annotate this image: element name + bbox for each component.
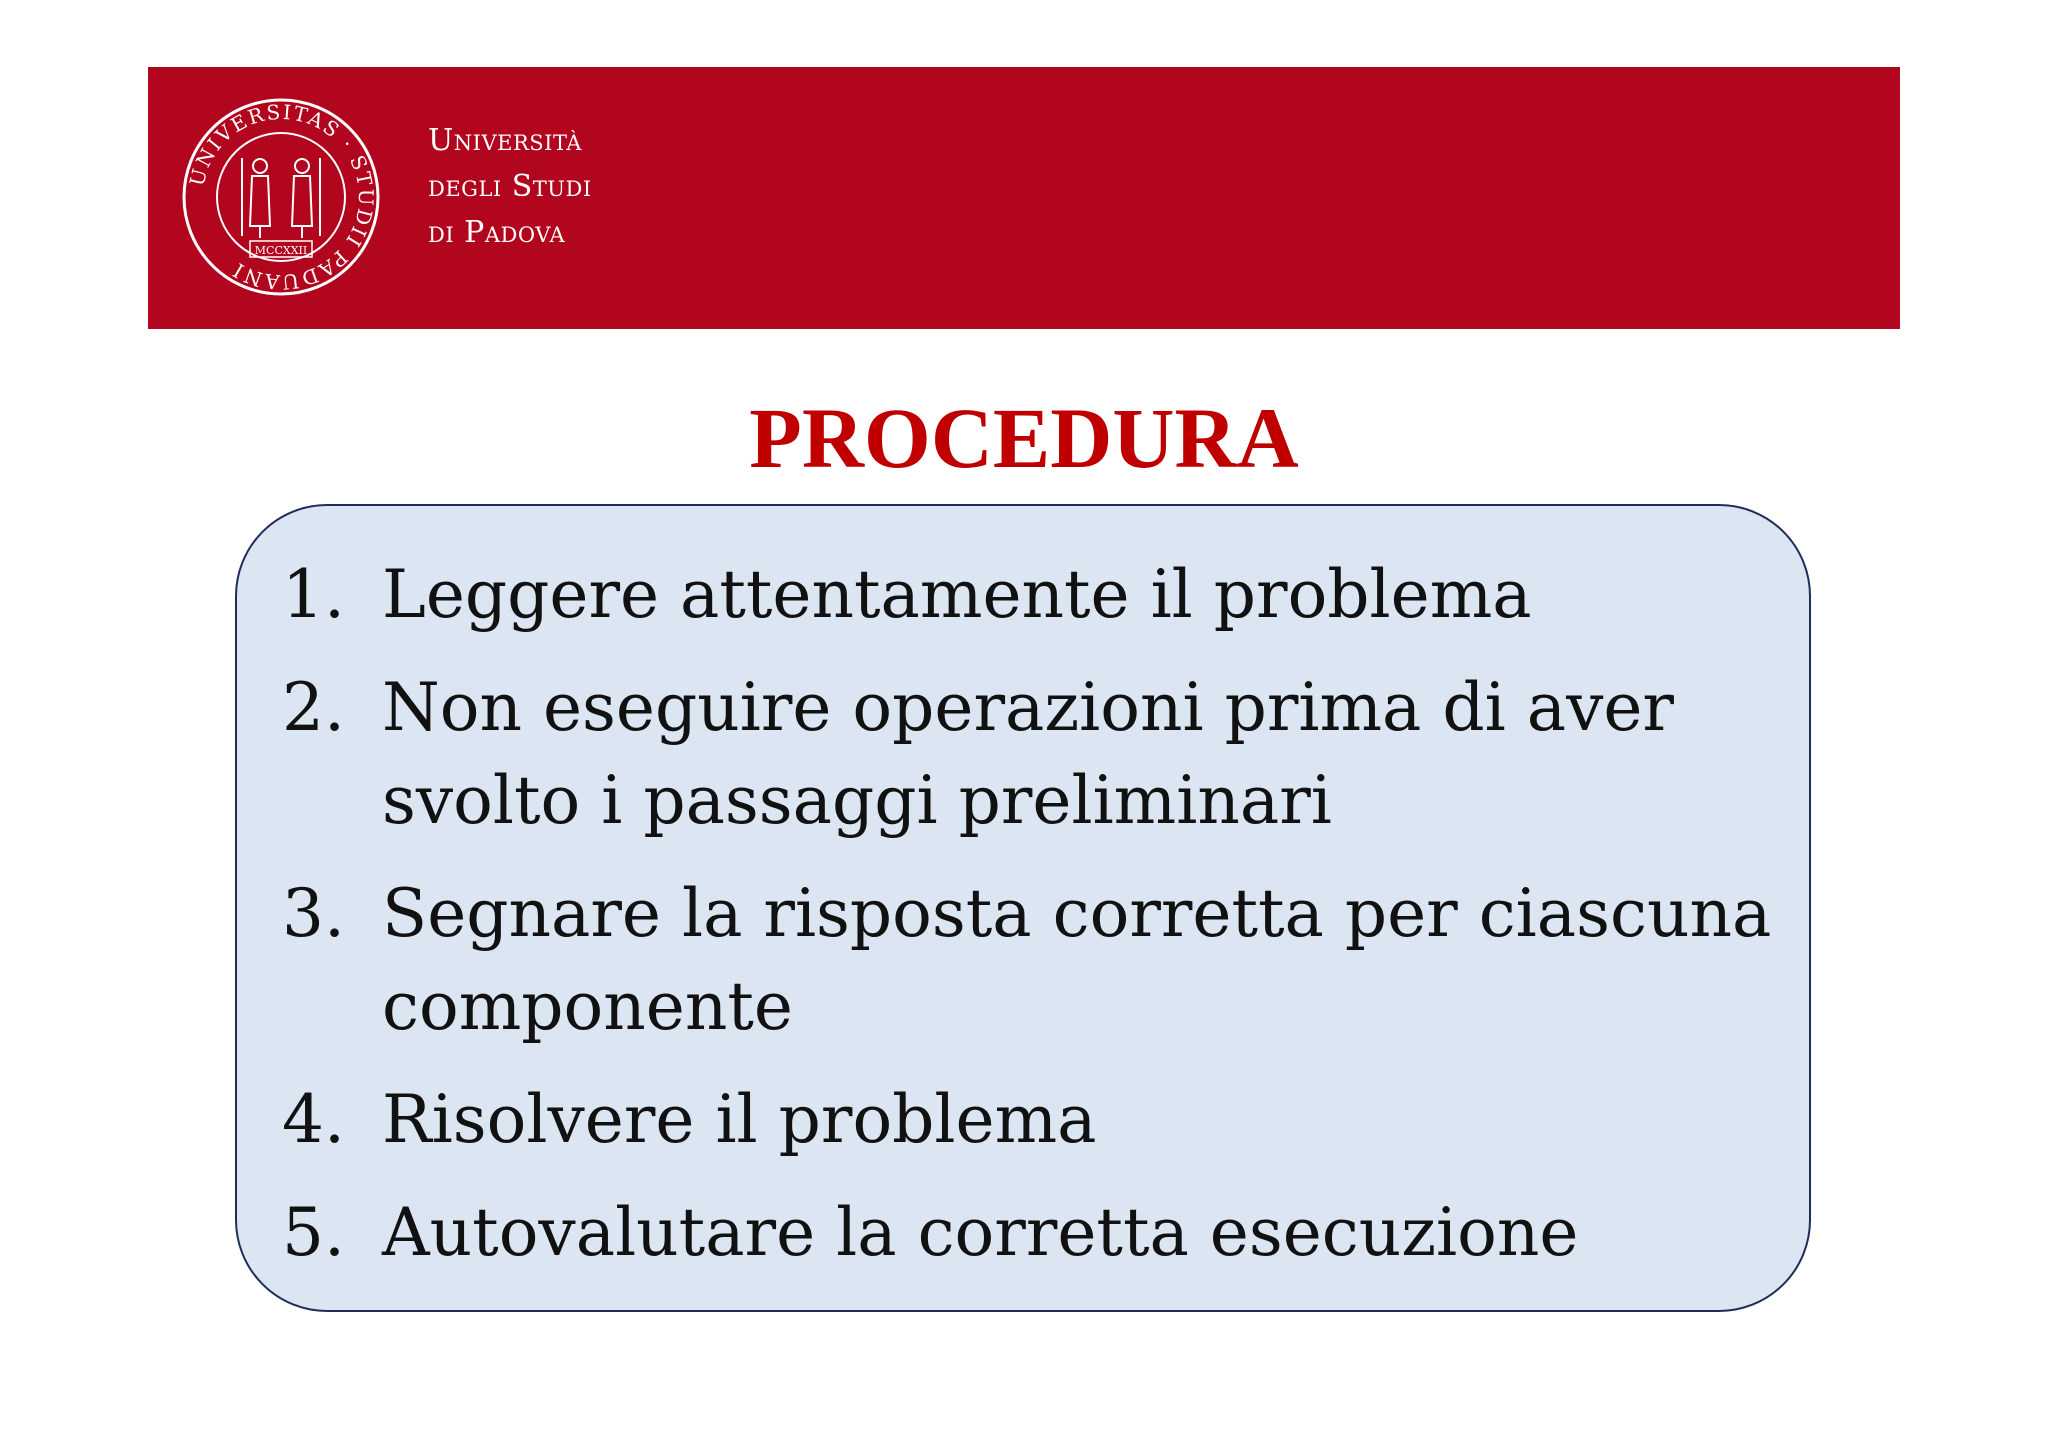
header-band [148, 67, 1900, 329]
list-item [282, 1186, 1782, 1279]
university-seal-icon [180, 96, 382, 298]
step-number: 3. [282, 875, 345, 952]
procedure-list [282, 548, 1782, 1299]
step-text: Risolvere il problema [382, 1081, 1097, 1158]
step-number: 1. [282, 556, 345, 633]
step-number: 4. [282, 1081, 345, 1158]
university-name-line: degli Studi [428, 169, 592, 204]
step-text: Leggere attentamente il problema [382, 556, 1532, 633]
step-number: 5. [282, 1194, 345, 1271]
university-name [428, 118, 592, 256]
list-item [282, 548, 1782, 641]
step-text: Segnare la risposta corretta per ciascuna componente [382, 875, 1772, 1045]
step-text: Autovalutare la corretta esecuzione [382, 1194, 1579, 1271]
step-text: Non eseguire operazioni prima di aver svolto i passaggi preliminari [382, 669, 1674, 839]
list-item [282, 867, 1782, 1053]
step-number: 2. [282, 669, 345, 746]
page-title: PROCEDURA [749, 390, 1299, 486]
university-name-line: Università [428, 123, 582, 158]
university-name-line: di Padova [428, 215, 566, 250]
list-item [282, 1073, 1782, 1166]
list-item [282, 661, 1782, 847]
seal-year: MCCXXII [254, 244, 308, 257]
seal-legend: UNIVERSITAS · STUDII PADUANI [184, 99, 379, 295]
